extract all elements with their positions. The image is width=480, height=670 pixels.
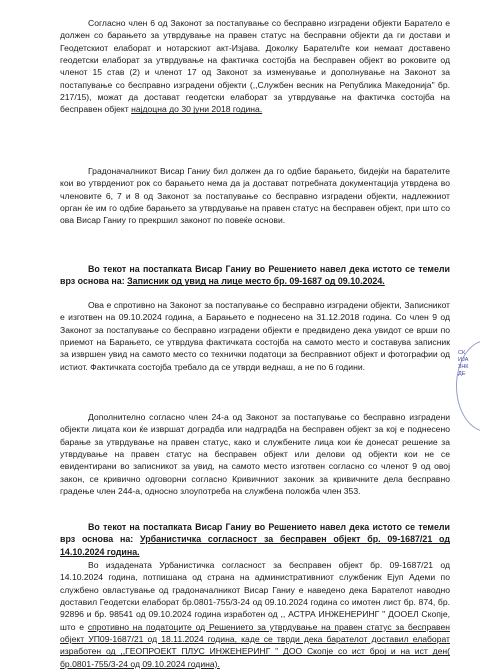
inspection-record-reference: Записник од увид на лице место бр. 09-1687 од 09.10.2024. bbox=[127, 276, 385, 287]
paragraph-geodetic-elaborate bbox=[60, 17, 450, 116]
contradiction-underlined: спротивно на податоците од Решението за утврдување на правен статус за бесправен објект УП09-1687/21 од 18.11.2024 година, каде се тврди дека барателот доставил елаборат изработен од ,,ГЕОПРОЕКТ ПЛУС ИНЖЕНЕРИНГ " ДОО Скопје со ист број и на ист ден( бр.0801-755/3-24 од 09.10.2024 година). bbox=[60, 621, 450, 669]
urban-consent-reference: Урбанистичка согласност за бесправен објект бр. 09-1687/21 од 14.10.2024 година. bbox=[60, 534, 450, 557]
paragraph-urban-consent-details bbox=[60, 559, 450, 670]
paragraph-mayor-obligation: Градоначалникот Висар Ганиу бил должен да го одбие барањето, бидејќи на барателите кои во утврдениот рок со барањето нема да ја достават потребната документација утврдена во членовите 6, 7 и 8 од Законот за постапување со бесправно изградени објекти, надлежниот орган ќе им го одбие барањето за утврдување на правен статус на бесправен објект, при што со ова Висар Ганиу го прекршил законот по повеќе основи. bbox=[60, 166, 450, 226]
paragraph-article-24a: Дополнително согласно член 24-а од Законот за постапување со бесправно изградени објекти лицата кои ќе извршат доградба или надградба на бесправен објект за кој е поднесено барање за утврдување на правен статус, како и службените лица кои ќе донесат решение за утврдување на правен статус на бесправен објект или делови од објекти кои не се евидентирани во записникот за увид, на самото место изготвен согласно со членот 9 од овој закон, се кривично одговорни согласно Кривичниот законик за кривичните дела бесправно градење член 244-а, односно злоупотреба на службена положба член 353. bbox=[60, 412, 450, 497]
stamp-line: ЗНК bbox=[458, 364, 469, 370]
stamp-line: ИЈА bbox=[458, 357, 469, 363]
stamp-lettering bbox=[458, 350, 480, 378]
paragraph-inspection-contrary: Ова е спротивно на Законот за постапување со бесправно изградени објекти, Записникот е изготвен на 09.10.2024 година, а Барањето е поднесено на 31.12.2018 година. Со член 9 од Законот за постапување со бесправно изградени објекти е предвидено дека увидот се врши по приемот на Барањето, се утврдува фактичката состојба на самото место и составува записник за извршен увид на самото место со технички податоци за бесправниот објект и фотографии од истиот. Фактичката состојба требало да се утврди веднаш, а не по 6 години. bbox=[60, 300, 450, 372]
paragraph-text: Согласно член 6 од Законот за постапување со бесправно изградени објекти Баратело е должен со барањето за утврдување на правен статус на бесправни објекти да ги достави и Геодетскиот елаборат и нотарскиот акт-Изјава. Доколку Баратели̂те кои немаат доставено геодетски елаборат за утврдување на фактичка состојба на бесправен објект во роковите од членот 15 став (2) и членот 17 од Законот за изменување и дополнување на Законот за постапување со бесправно изградени објекти (,,Службен весник на Република Македонија" бр. 217/15), можат да достават геодетски елаборат за утврдување на фактичка состојба на бесправен објект bbox=[60, 18, 450, 115]
heading-text: Во текот на постапката Висар Ганиу во Решението навел дека истото се темели врз основа на: bbox=[60, 522, 450, 545]
paragraph-text: Во издадената Урбанистичка согласност за бесправен објект бр. 09-1687/21 од 14.10.2024 година, потпишана од страна на административниот службеник Ејуп Адеми по службено овластување од градоначалникот Висар Ганиу е наведено дека Барателот наводно доставил Геодетски елаборат бр.0801-755/3-24 од 09.10.2024 година со имотен лист бр. 874, бр. 92896 и бр. 98541 од 09.10.2024 година изработен од ,, АСТРА ИНЖЕНЕРИНГ " ДООЕЛ Скопје, што е bbox=[60, 560, 450, 632]
stamp-line: ДЕ bbox=[458, 371, 466, 377]
deadline-underlined: најдоцна до 30 јуни 2018 година. bbox=[131, 104, 263, 115]
stamp-line: СК bbox=[458, 350, 466, 356]
heading-inspection-record bbox=[60, 263, 450, 288]
heading-urban-consent bbox=[60, 521, 450, 558]
heading-text: Во текот на постапката Висар Ганиу во Решението навел дека истото се темели врз основа на: bbox=[60, 264, 450, 287]
